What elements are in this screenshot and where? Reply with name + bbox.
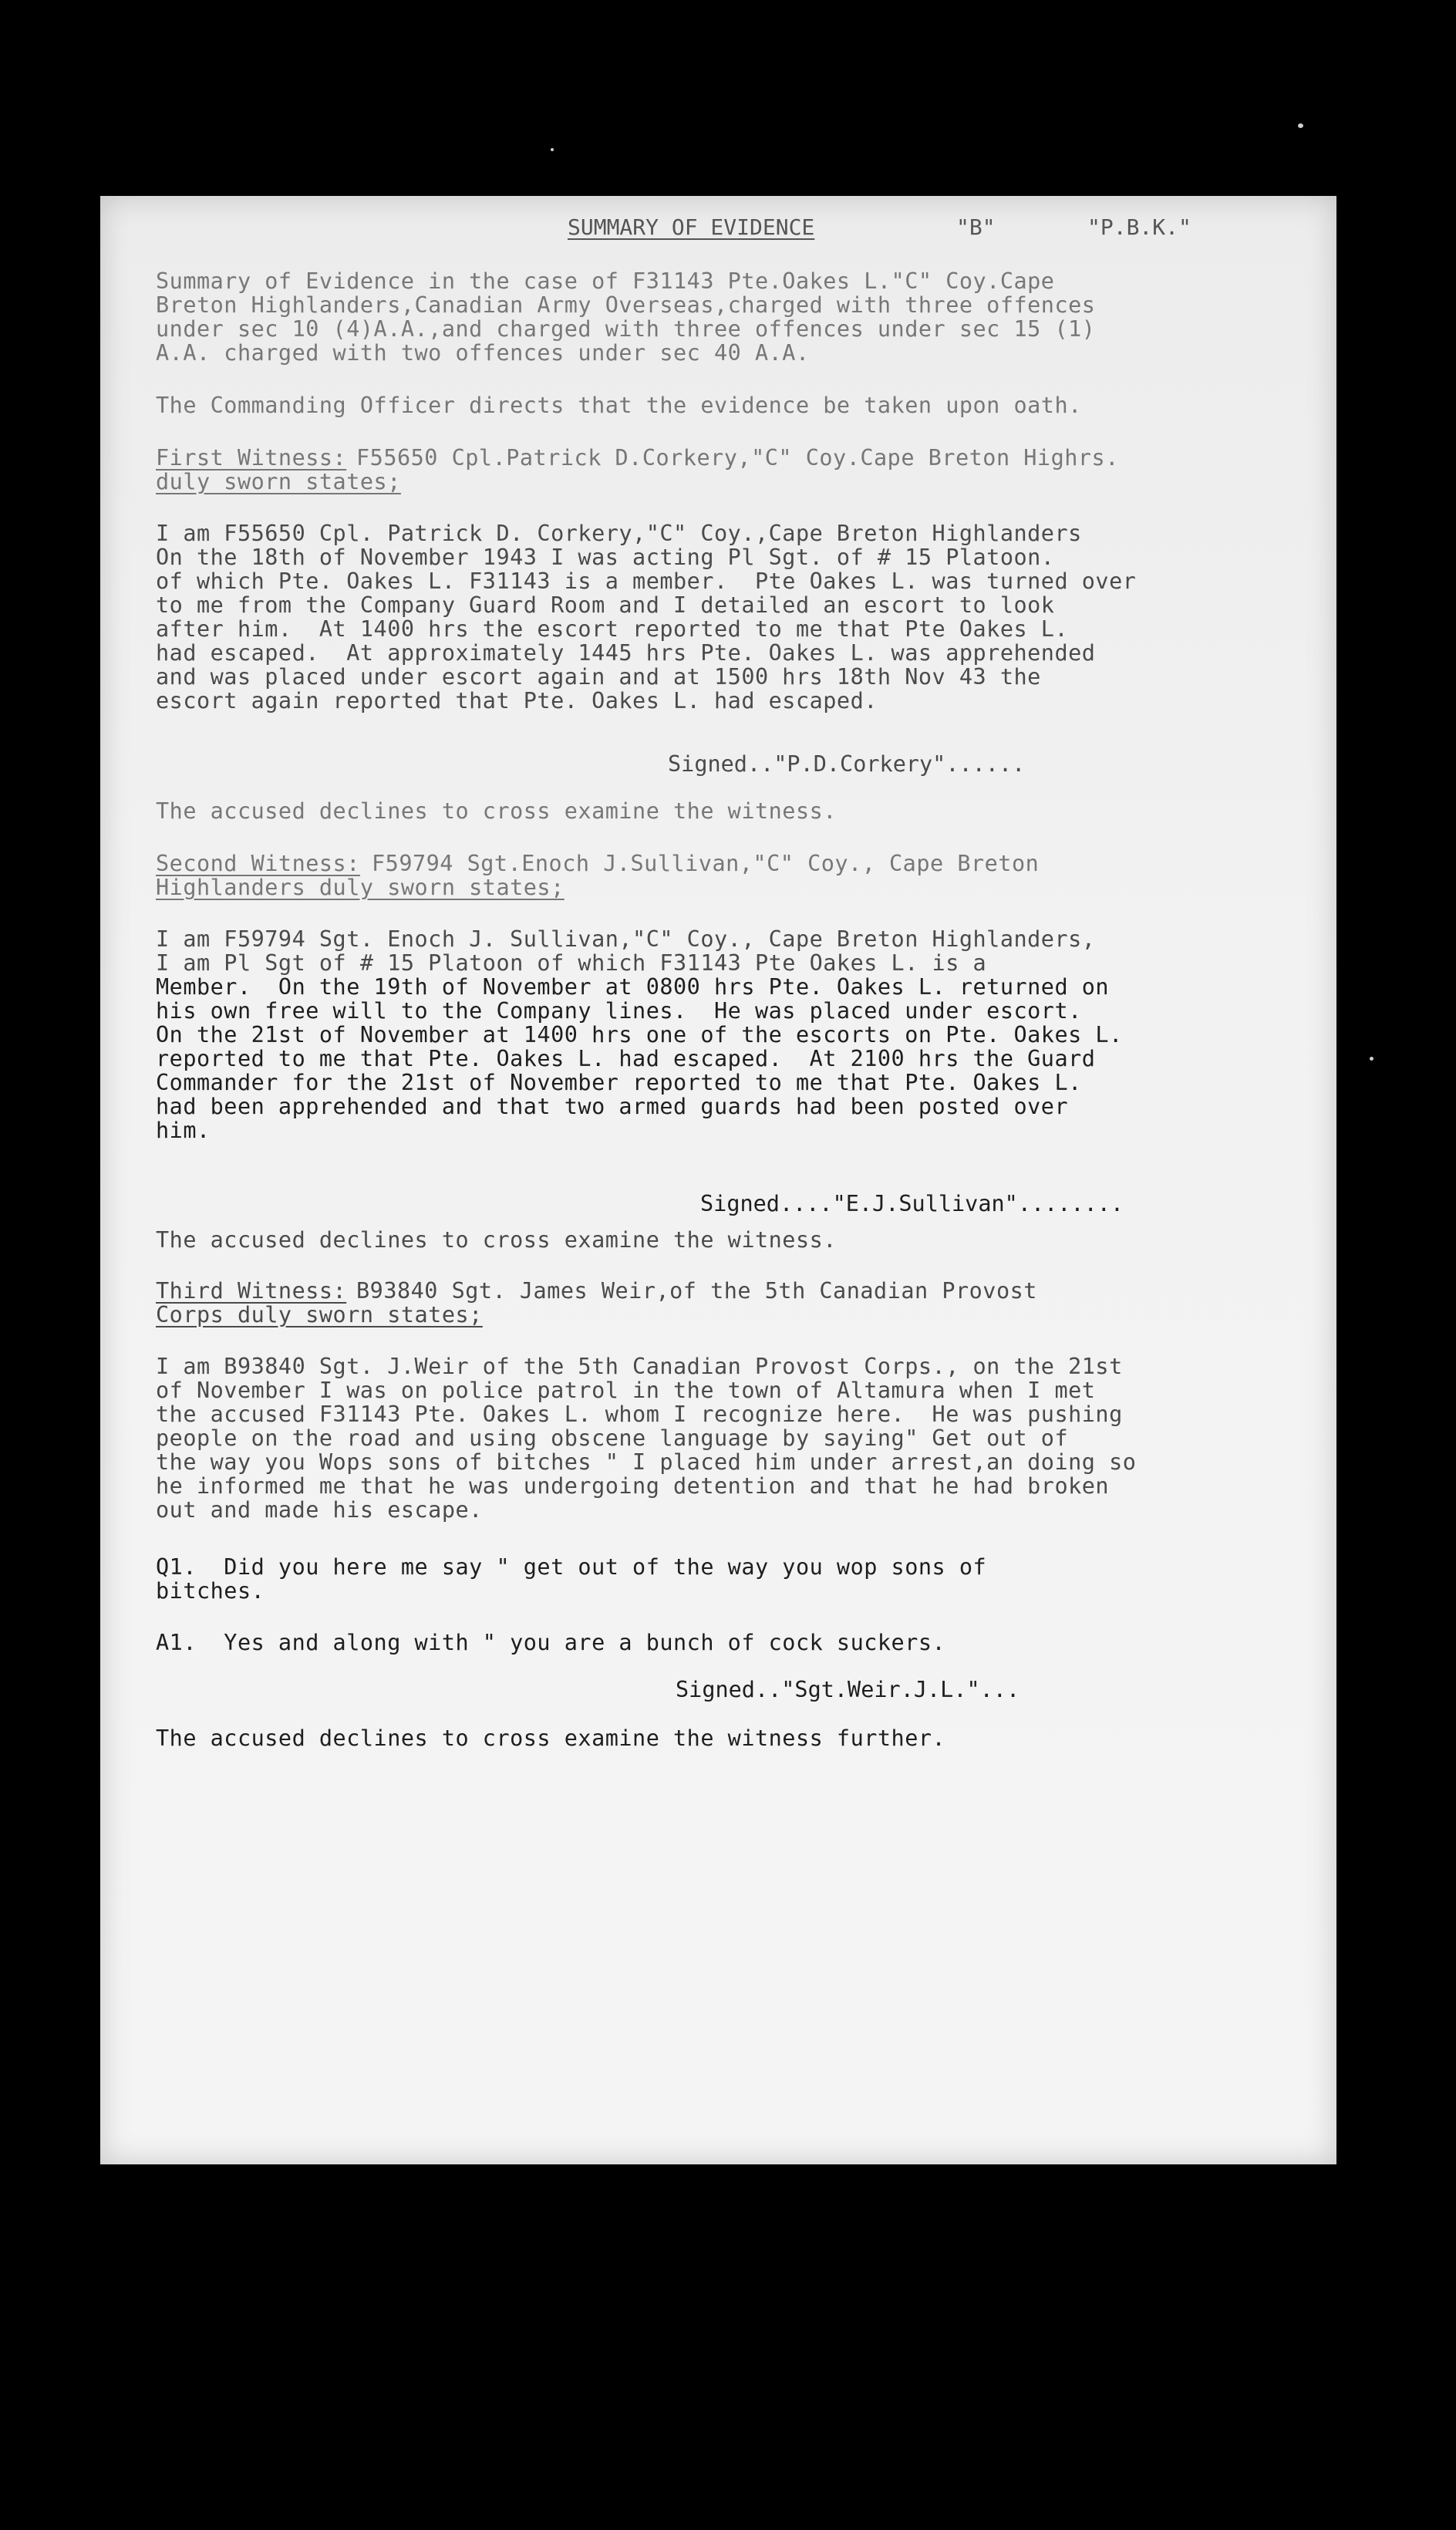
second-witness-sworn: Highlanders duly sworn states; bbox=[156, 875, 565, 900]
intro-line: A.A. charged with two offences under sec 40 A.A. bbox=[156, 340, 810, 366]
statement-line: Member. On the 19th of November at 0800 hrs Pte. Oakes L. returned on bbox=[156, 974, 1110, 1000]
first-witness-label: First Witness: bbox=[156, 445, 347, 471]
statement-line: he informed me that he was undergoing detention and that he had broken bbox=[156, 1473, 1110, 1499]
intro-line: under sec 10 (4)A.A.,and charged with three offences under sec 15 (1) bbox=[156, 316, 1096, 342]
document-page bbox=[100, 196, 1336, 2164]
statement-line: the accused F31143 Pte. Oakes L. whom I recognize here. He was pushing bbox=[156, 1402, 1123, 1427]
statement-line: I am F55650 Cpl. Patrick D. Corkery,"C" Coy.,Cape Breton Highlanders bbox=[156, 521, 1082, 546]
statement-line: to me from the Company Guard Room and I detailed an escort to look bbox=[156, 592, 1055, 618]
document-title: SUMMARY OF EVIDENCE bbox=[568, 214, 815, 240]
reference-pbk: "P.B.K." bbox=[1087, 214, 1191, 240]
answer-line: A1. Yes and along with " you are a bunch of cock suckers. bbox=[156, 1630, 946, 1655]
first-witness-intro: F55650 Cpl.Patrick D.Corkery,"C" Coy.Cape Breton Highrs. bbox=[356, 445, 1119, 471]
statement-line: of which Pte. Oakes L. F31143 is a member. Pte Oakes L. was turned over bbox=[156, 568, 1137, 594]
statement-line: the way you Wops sons of bitches " I placed him under arrest,an doing so bbox=[156, 1449, 1137, 1475]
second-witness-signature: Signed...."E.J.Sullivan"........ bbox=[700, 1191, 1124, 1216]
statement-line: after him. At 1400 hrs the escort reported to me that Pte Oakes L. bbox=[156, 616, 1069, 642]
film-speck bbox=[1370, 1057, 1373, 1061]
statement-line: I am B93840 Sgt. J.Weir of the 5th Canadian Provost Corps., on the 21st bbox=[156, 1354, 1123, 1379]
intro-line: Breton Highlanders,Canadian Army Overseas,charged with three offences bbox=[156, 292, 1096, 318]
statement-line: and was placed under escort again and at 1500 hrs 18th Nov 43 the bbox=[156, 664, 1041, 690]
reference-b: "B" bbox=[956, 214, 996, 240]
statement-line: I am Pl Sgt of # 15 Platoon of which F31143 Pte Oakes L. is a bbox=[156, 950, 987, 976]
statement-line: reported to me that Pte. Oakes L. had escaped. At 2100 hrs the Guard bbox=[156, 1046, 1096, 1071]
statement-line: him. bbox=[156, 1118, 211, 1143]
statement-line: his own free will to the Company lines. He was placed under escort. bbox=[156, 998, 1082, 1024]
statement-line: out and made his escape. bbox=[156, 1497, 483, 1523]
statement-line: I am F59794 Sgt. Enoch J. Sullivan,"C" Coy., Cape Breton Highlanders, bbox=[156, 926, 1096, 952]
statement-line: of November I was on police patrol in the town of Altamura when I met bbox=[156, 1378, 1096, 1403]
question-line: bitches. bbox=[156, 1578, 265, 1604]
third-witness-declines: The accused declines to cross examine the witness further. bbox=[156, 1725, 946, 1751]
first-witness-signature: Signed.."P.D.Corkery"...... bbox=[668, 751, 1026, 777]
question-line: Q1. Did you here me say " get out of the way you wop sons of bbox=[156, 1554, 987, 1580]
intro-line: Summary of Evidence in the case of F31143 Pte.Oakes L."C" Coy.Cape bbox=[156, 268, 1055, 294]
statement-line: had escaped. At approximately 1445 hrs Pte. Oakes L. was apprehended bbox=[156, 640, 1096, 666]
statement-line: people on the road and using obscene language by saying" Get out of bbox=[156, 1425, 1069, 1451]
third-witness-intro: B93840 Sgt. James Weir,of the 5th Canadian Provost bbox=[356, 1278, 1037, 1304]
first-witness-sworn: duly sworn states; bbox=[156, 469, 401, 494]
statement-line: Commander for the 21st of November reported to me that Pte. Oakes L. bbox=[156, 1070, 1082, 1095]
third-witness-label: Third Witness: bbox=[156, 1278, 347, 1304]
film-speck bbox=[551, 148, 554, 151]
first-witness-declines: The accused declines to cross examine the witness. bbox=[156, 798, 837, 824]
statement-line: escort again reported that Pte. Oakes L. had escaped. bbox=[156, 688, 878, 713]
second-witness-declines: The accused declines to cross examine the witness. bbox=[156, 1227, 837, 1253]
second-witness-intro: F59794 Sgt.Enoch J.Sullivan,"C" Coy., Cape Breton bbox=[372, 851, 1040, 876]
statement-line: had been apprehended and that two armed guards had been posted over bbox=[156, 1094, 1069, 1119]
statement-line: On the 21st of November at 1400 hrs one of the escorts on Pte. Oakes L. bbox=[156, 1022, 1123, 1047]
third-witness-signature: Signed.."Sgt.Weir.J.L."... bbox=[676, 1677, 1020, 1702]
statement-line: On the 18th of November 1943 I was acting Pl Sgt. of # 15 Platoon. bbox=[156, 545, 1055, 570]
oath-line: The Commanding Officer directs that the evidence be taken upon oath. bbox=[156, 393, 1082, 418]
second-witness-label: Second Witness: bbox=[156, 851, 360, 876]
third-witness-sworn: Corps duly sworn states; bbox=[156, 1302, 483, 1327]
film-speck bbox=[1298, 123, 1303, 128]
